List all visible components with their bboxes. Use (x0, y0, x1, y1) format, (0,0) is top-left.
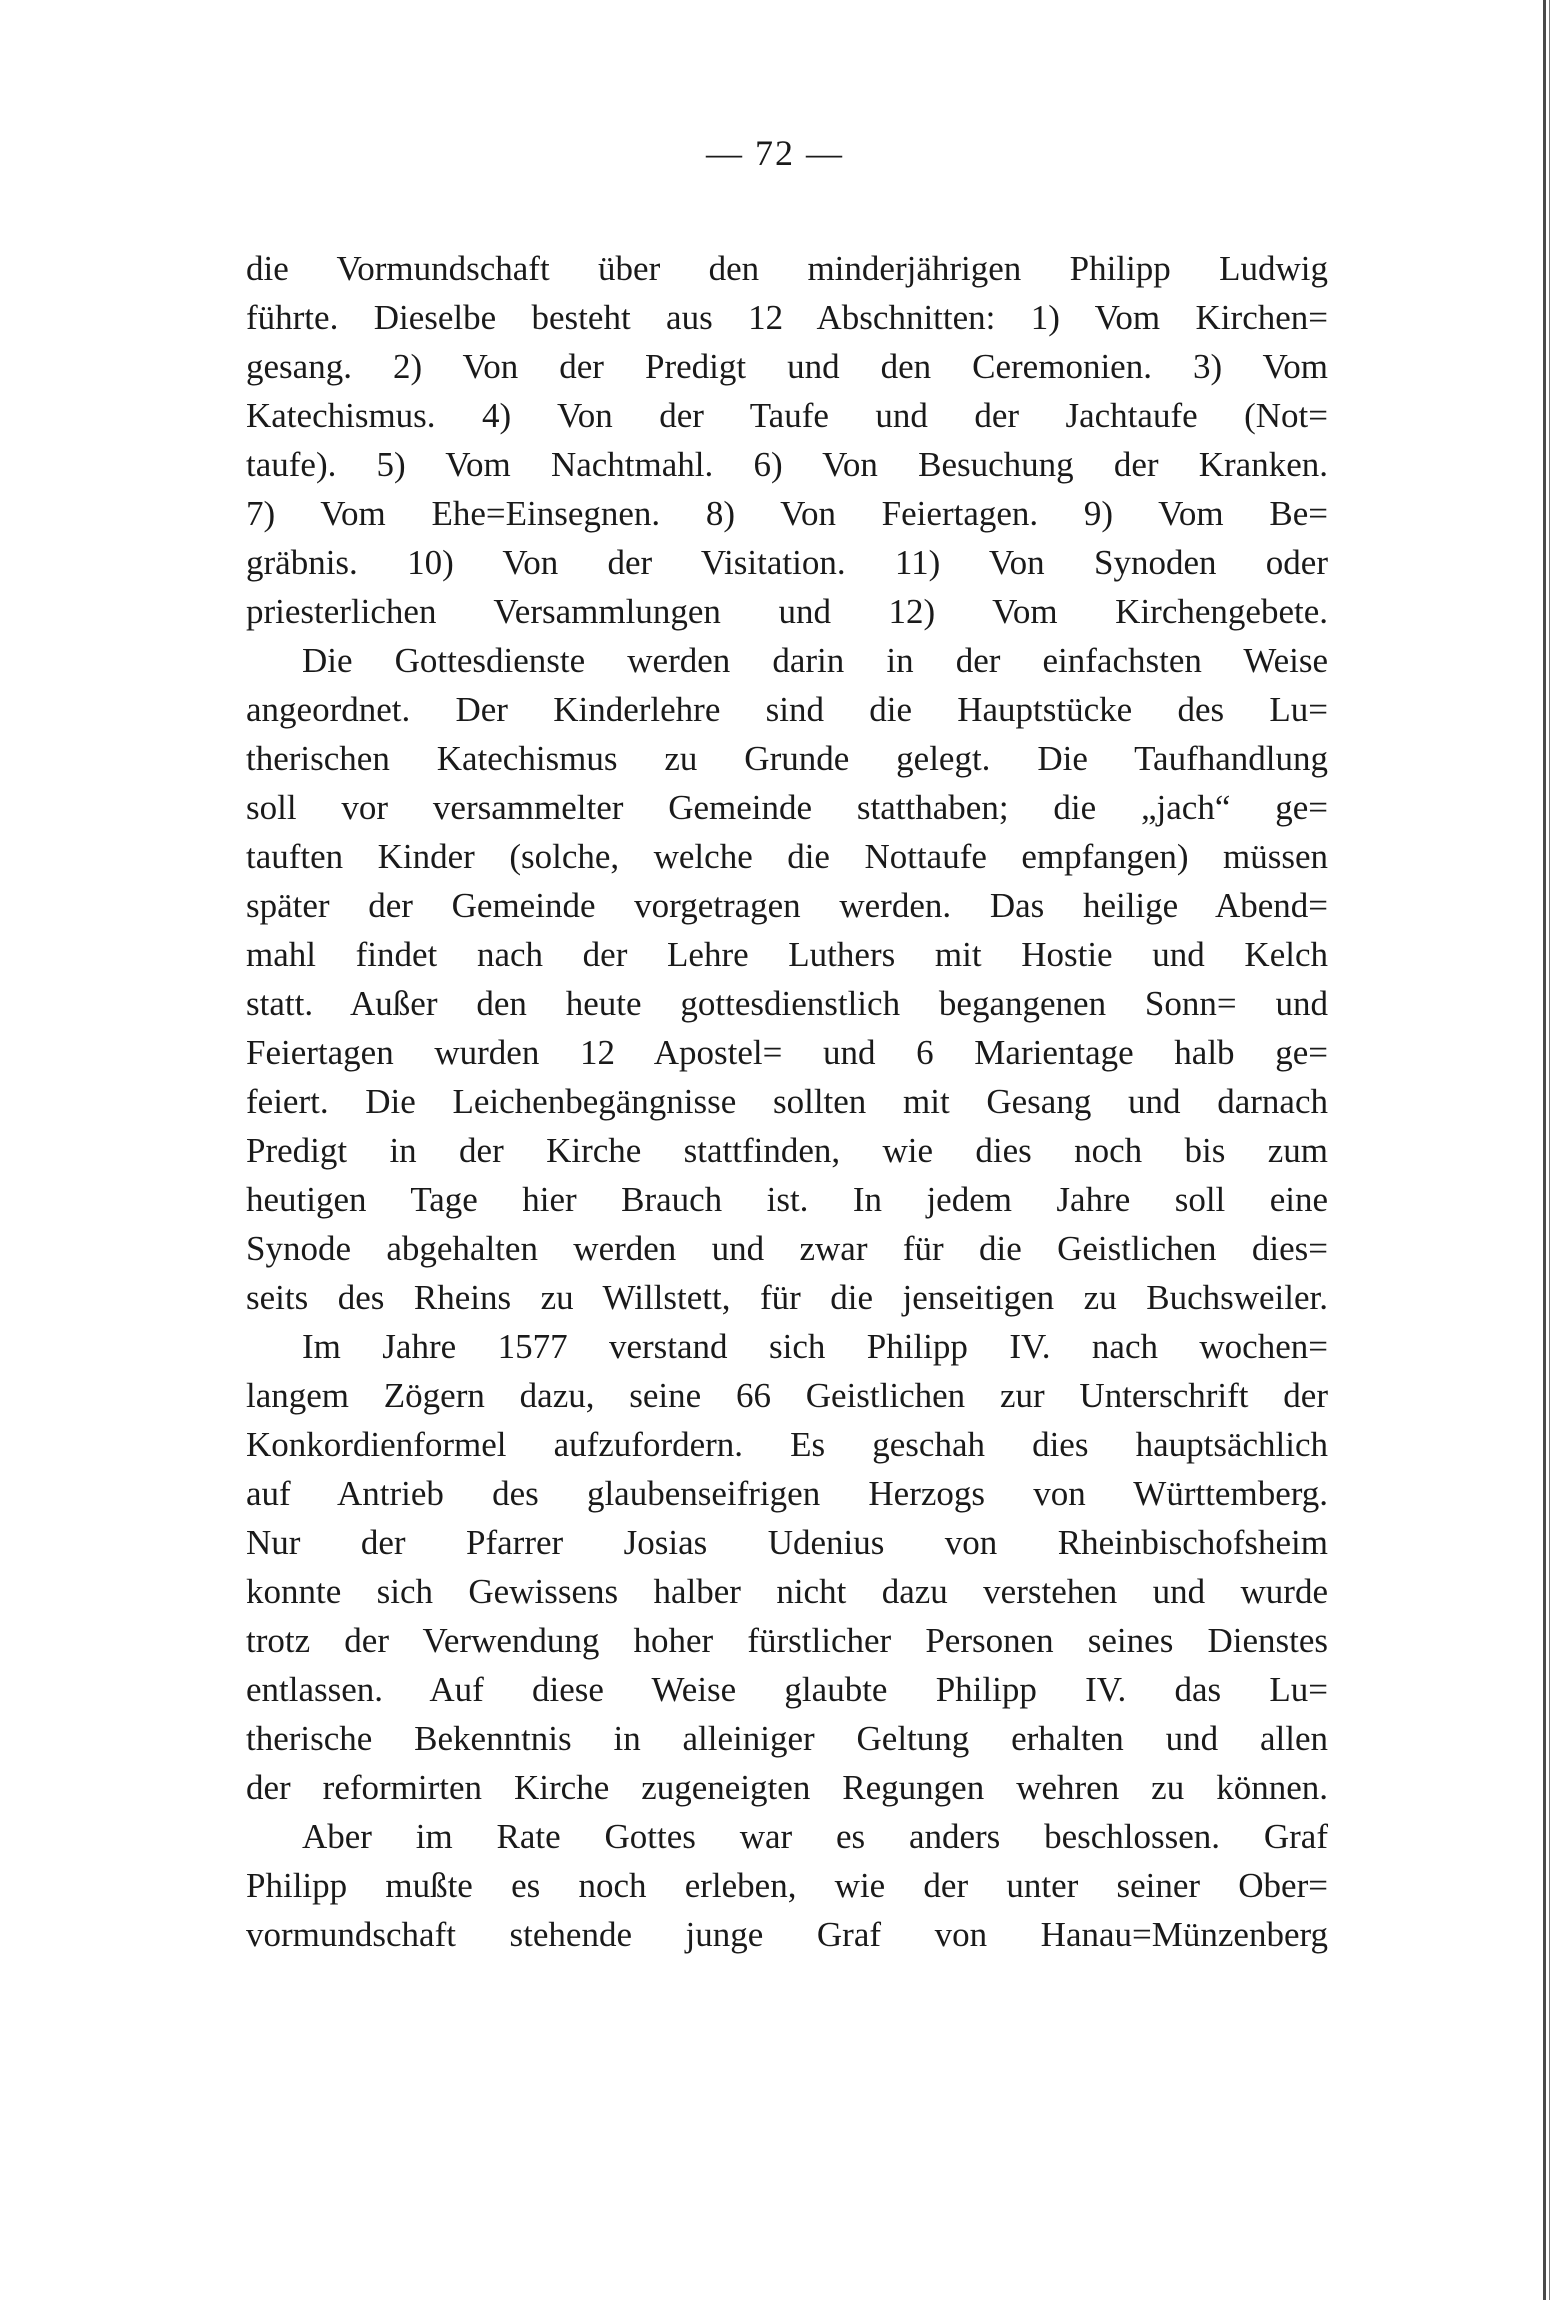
text-line: Konkordienformel aufzufordern. Es geschah dies hauptsächlich (246, 1425, 1328, 1464)
text-line: Nur der Pfarrer Josias Udenius von Rheinbischofsheim (246, 1523, 1328, 1562)
text-line: heutigen Tage hier Brauch ist. In jedem Jahre soll eine (246, 1180, 1328, 1219)
text-line: Synode abgehalten werden und zwar für die Geistlichen dies= (246, 1229, 1328, 1268)
text-line: feiert. Die Leichenbegängnisse sollten mit Gesang und darnach (246, 1082, 1328, 1121)
scan-edge-line (1543, 0, 1546, 2300)
text-line: tauften Kinder (solche, welche die Nottaufe empfangen) müssen (246, 837, 1328, 876)
text-line: der reformirten Kirche zugeneigten Regungen wehren zu können. (246, 1768, 1328, 1807)
text-line: führte. Dieselbe besteht aus 12 Abschnitten: 1) Vom Kirchen= (246, 298, 1328, 337)
text-line: gesang. 2) Von der Predigt und den Ceremonien. 3) Vom (246, 347, 1328, 386)
text-line: die Vormundschaft über den minderjährigen Philipp Ludwig (246, 249, 1328, 288)
text-line: Philipp mußte es noch erleben, wie der unter seiner Ober= (246, 1866, 1328, 1905)
text-line: soll vor versammelter Gemeinde statthaben; die „jach“ ge= (246, 788, 1328, 827)
text-line: mahl findet nach der Lehre Luthers mit Hostie und Kelch (246, 935, 1328, 974)
paragraph (246, 1812, 1328, 1959)
text-line: trotz der Verwendung hoher fürstlicher Personen seines Dienstes (246, 1621, 1328, 1660)
text-line: seits des Rheins zu Willstett, für die jenseitigen zu Buchsweiler. (246, 1278, 1328, 1317)
paragraph (246, 636, 1328, 1322)
text-line: entlassen. Auf diese Weise glaubte Philipp IV. das Lu= (246, 1670, 1328, 1709)
text-line: therische Bekenntnis in alleiniger Geltung erhalten und allen (246, 1719, 1328, 1758)
text-line: Katechismus. 4) Von der Taufe und der Jachtaufe (Not= (246, 396, 1328, 435)
paragraph (246, 1322, 1328, 1812)
text-line: langem Zögern dazu, seine 66 Geistlichen zur Unterschrift der (246, 1376, 1328, 1415)
text-line: Predigt in der Kirche stattfinden, wie dies noch bis zum (246, 1131, 1328, 1170)
text-line: Im Jahre 1577 verstand sich Philipp IV. nach wochen= (302, 1327, 1328, 1366)
text-line: taufe). 5) Vom Nachtmahl. 6) Von Besuchung der Kranken. (246, 445, 1328, 484)
text-line: Die Gottesdienste werden darin in der einfachsten Weise (302, 641, 1328, 680)
text-line: auf Antrieb des glaubenseifrigen Herzogs von Württemberg. (246, 1474, 1328, 1513)
text-line: statt. Außer den heute gottesdienstlich begangenen Sonn= und (246, 984, 1328, 1023)
text-line: 7) Vom Ehe=Einsegnen. 8) Von Feiertagen. 9) Vom Be= (246, 494, 1328, 533)
body-text (246, 244, 1328, 1959)
text-line: später der Gemeinde vorgetragen werden. Das heilige Abend= (246, 886, 1328, 925)
text-line: konnte sich Gewissens halber nicht dazu verstehen und wurde (246, 1572, 1328, 1611)
text-line: priesterlichen Versammlungen und 12) Vom Kirchengebete. (246, 592, 1328, 631)
text-line: Feiertagen wurden 12 Apostel= und 6 Marientage halb ge= (246, 1033, 1328, 1072)
text-line: vormundschaft stehende junge Graf von Hanau=Münzenberg (246, 1915, 1328, 1954)
text-line: therischen Katechismus zu Grunde gelegt. Die Taufhandlung (246, 739, 1328, 778)
text-line: Aber im Rate Gottes war es anders beschlossen. Graf (302, 1817, 1328, 1856)
paragraph (246, 244, 1328, 636)
text-line: angeordnet. Der Kinderlehre sind die Hauptstücke des Lu= (246, 690, 1328, 729)
page-number: — 72 — (706, 133, 844, 173)
text-line: gräbnis. 10) Von der Visitation. 11) Von Synoden oder (246, 543, 1328, 582)
